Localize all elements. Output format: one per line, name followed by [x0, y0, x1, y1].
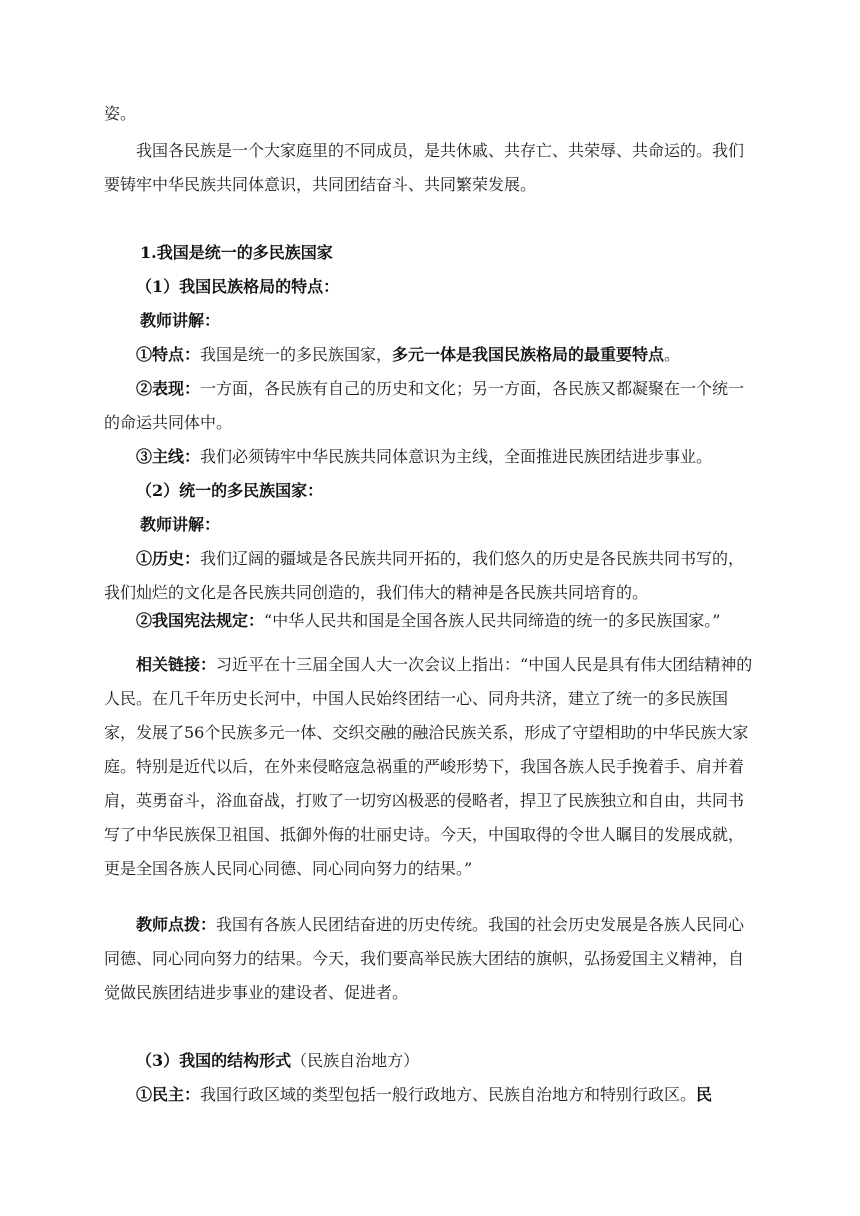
teacher-tip-text: 我国有各族人民团结奋进的历史传统。我国的社会历史发展是各族人民同心同德、同心同向努力的结果。今天，我们要高举民族大团结的旗帜，弘扬爱国主义精神，自觉做民族团结进步事业的建设者、促进者。	[104, 915, 745, 1002]
point-mainline	[104, 440, 756, 474]
paragraph-continuation	[104, 97, 756, 131]
heading-section-1	[104, 236, 756, 270]
sub-1-title: （1）我国民族格局的特点：	[136, 277, 340, 296]
point-manifestation	[104, 372, 756, 440]
continuation-text: 姿。	[104, 104, 137, 123]
teacher-tip-label: 教师点拨：	[136, 915, 217, 934]
feature-label: ①特点：	[136, 345, 201, 364]
teacher-tip	[104, 908, 756, 1010]
democracy-tail: 民	[696, 1085, 713, 1104]
related-link	[104, 648, 756, 886]
point-history	[104, 542, 756, 610]
teacher-explain-label: 教师讲解：	[140, 311, 221, 330]
heading-sub-2	[104, 474, 756, 508]
heading-sub-3	[104, 1044, 756, 1078]
teacher-explain-1	[104, 304, 756, 338]
feature-end: 。	[664, 345, 681, 364]
mainline-label: ③主线：	[136, 447, 201, 466]
manifestation-text: 一方面，各民族有自己的历史和文化；另一方面，各民族又都凝聚在一个统一的命运共同体中。	[104, 379, 745, 432]
history-text: 我们辽阔的疆域是各民族共同开拓的，我们悠久的历史是各民族共同书写的，我们灿烂的文化是各民族共同创造的，我们伟大的精神是各民族共同培育的。	[104, 549, 745, 602]
democracy-text: 我国行政区域的类型包括一般行政地方、民族自治地方和特别行政区。	[200, 1085, 697, 1104]
feature-text: 我国是统一的多民族国家，	[200, 345, 393, 364]
paragraph-unity	[104, 134, 756, 202]
section-1-title: 1.我国是统一的多民族国家	[140, 243, 333, 262]
point-feature	[104, 338, 756, 372]
manifestation-label: ②表现：	[136, 379, 201, 398]
sub-2-title: （2）统一的多民族国家：	[136, 481, 324, 500]
constitution-text: “中华人民共和国是全国各族人民共同缔造的统一的多民族国家。”	[264, 611, 721, 630]
mainline-text: 我们必须铸牢中华民族共同体意识为主线，全面推进民族团结进步事业。	[200, 447, 713, 466]
point-constitution	[104, 604, 756, 638]
heading-sub-1	[104, 270, 756, 304]
sub-3-title: （3）我国的结构形式	[136, 1051, 292, 1070]
constitution-label: ②我国宪法规定：	[136, 611, 265, 630]
history-label: ①历史：	[136, 549, 201, 568]
sub-3-note: （民族自治地方）	[291, 1051, 420, 1070]
related-link-text: 习近平在十三届全国人大一次会议上指出：“中国人民是具有伟大团结精神的人民。在几千年历史长河中，中国人民始终团结一心、同舟共济，建立了统一的多民族国家，发展了56个民族多元一体、交织交融的融洽民族关系，形成了守望相助的中华民族大家庭。特别是近代以后，在外来侵略寇急祸重的严峻形势下，我国各族人民手挽着手、肩并着肩，英勇奋斗，浴血奋战，打败了一切穷凶极恶的侵略者，捍卫了民族独立和自由，共同书写了中华民族保卫祖国、抵御外侮的壮丽史诗。今天，中国取得的令世人瞩目的发展成就，更是全国各族人民同心同德、同心同向努力的结果。”	[104, 655, 753, 878]
unity-text: 我国各民族是一个大家庭里的不同成员，是共休戚、共存亡、共荣辱、共命运的。我们要铸牢中华民族共同体意识，共同团结奋斗、共同繁荣发展。	[104, 141, 745, 194]
teacher-explain-label: 教师讲解：	[140, 515, 221, 534]
point-democracy	[104, 1078, 756, 1112]
related-link-label: 相关链接：	[136, 655, 217, 674]
feature-key-point: 多元一体是我国民族格局的最重要特点	[392, 345, 665, 364]
democracy-label: ①民主：	[136, 1085, 201, 1104]
teacher-explain-2	[104, 508, 756, 542]
